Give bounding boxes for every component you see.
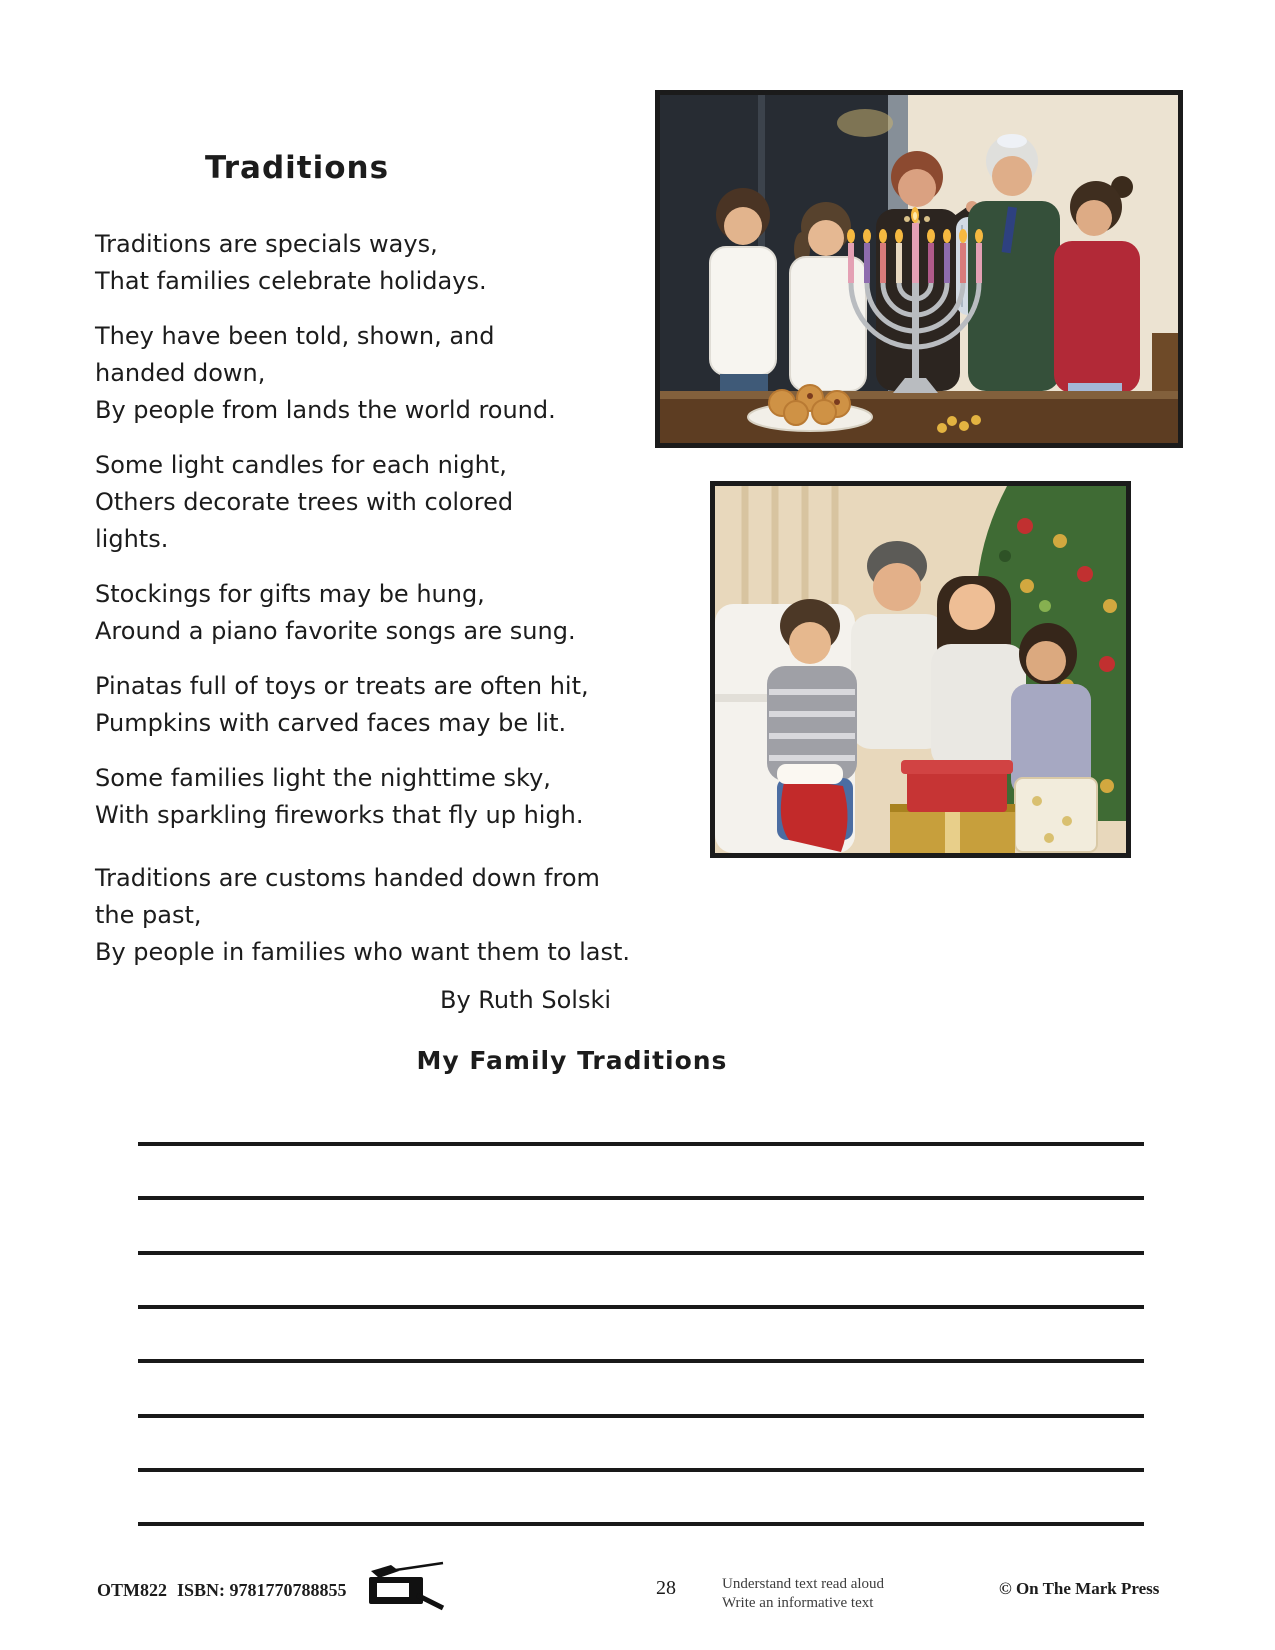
poem-byline: By Ruth Solski <box>440 986 612 1014</box>
poem-line: lights. <box>95 525 169 553</box>
poem-line: They have been told, shown, and <box>95 322 495 350</box>
poem-line: Some light candles for each night, <box>95 451 507 479</box>
poem-line: With sparkling fireworks that fly up high. <box>95 801 584 829</box>
objective-line: Write an informative text <box>722 1595 874 1611</box>
photocopier-icon <box>363 1561 445 1611</box>
poem-line: Pumpkins with carved faces may be lit. <box>95 709 567 737</box>
objective-line: Understand text read aloud <box>722 1576 885 1592</box>
poem-line: Traditions are specials ways, <box>95 230 438 258</box>
poem-line: handed down, <box>95 359 266 387</box>
lesson-objectives <box>722 1575 884 1613</box>
poem-line: That families celebrate holidays. <box>95 267 487 295</box>
poem-line: Others decorate trees with colored <box>95 488 514 516</box>
poem-title: Traditions <box>205 150 390 186</box>
isbn: ISBN: 9781770788855 <box>177 1580 347 1600</box>
poem-line: By people from lands the world round. <box>95 396 556 424</box>
poem-line: the past, <box>95 901 202 929</box>
copyright-notice: © On The Mark Press <box>999 1579 1160 1598</box>
section-heading: My Family Traditions <box>416 1046 728 1075</box>
poem-line: Around a piano favorite songs are sung. <box>95 617 576 645</box>
product-code: OTM822 <box>97 1580 167 1600</box>
poem-line: By people in families who want them to last. <box>95 938 630 966</box>
poem-line: Some families light the nighttime sky, <box>95 764 551 792</box>
poem-line: Traditions are customs handed down from <box>95 864 600 892</box>
poem-line: Stockings for gifts may be hung, <box>95 580 485 608</box>
footer-publication-info <box>97 1580 347 1601</box>
poem-line: Pinatas full of toys or treats are often hit, <box>95 672 589 700</box>
page-number: 28 <box>656 1577 676 1599</box>
